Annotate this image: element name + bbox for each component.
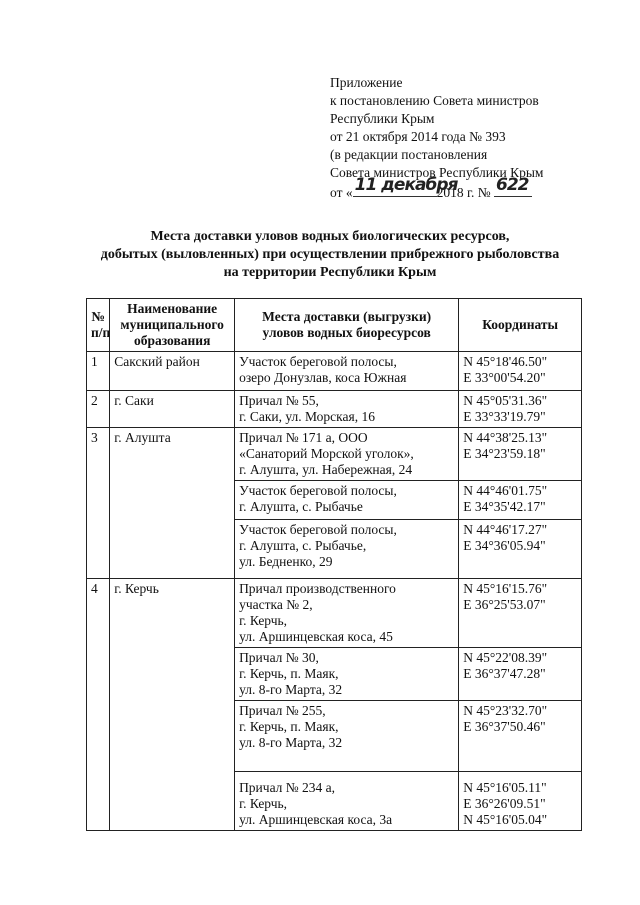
place-line: Участок береговой полосы, — [239, 522, 397, 537]
place-line: Участок береговой полосы, — [239, 354, 397, 369]
header-place — [235, 299, 459, 352]
header-text: муниципального — [120, 317, 224, 332]
place-line: г. Алушта, с. Рыбачье — [239, 499, 363, 514]
place-line: ул. 8-го Марта, 32 — [239, 735, 343, 750]
coord-line: E 36°25'53.07" — [463, 597, 546, 612]
coord-line: E 36°37'50.46" — [463, 719, 546, 734]
coord-line: N 45°05'31.36" — [463, 393, 548, 408]
cell-coords — [459, 579, 582, 648]
header-text: п/п — [91, 325, 111, 340]
place-line: «Санаторий Морской уголок», — [239, 446, 414, 461]
cell-place — [235, 648, 459, 701]
place-line: г. Керчь, — [239, 613, 288, 628]
place-line: г. Саки, ул. Морская, 16 — [239, 409, 375, 424]
place-line: Причал № 255, — [239, 703, 326, 718]
coord-line: E 36°26'09.51" — [463, 796, 546, 811]
appendix-line: к постановлению Совета министров — [330, 93, 539, 108]
table-header-row — [87, 299, 582, 352]
place-line: ул. Аршинцевская коса, 45 — [239, 629, 393, 644]
place-line: г. Керчь, п. Маяк, — [239, 719, 339, 734]
cell-municipality: г. Керчь — [110, 579, 235, 831]
coord-line: N 44°46'17.27" — [463, 522, 548, 537]
header-municipality — [110, 299, 235, 352]
cell-coords — [459, 772, 582, 831]
cell-municipality: Сакский район — [110, 352, 235, 391]
place-line: ул. 8-го Марта, 32 — [239, 682, 343, 697]
place-line: Причал № 234 а, — [239, 780, 336, 795]
coord-line: N 45°22'08.39" — [463, 650, 548, 665]
cell-coords — [459, 391, 582, 428]
cell-num: 4 — [87, 579, 110, 831]
appendix-line: Приложение — [330, 75, 403, 90]
place-line: Причал № 55, — [239, 393, 319, 408]
place-line: Причал производственного — [239, 581, 396, 596]
coord-line: E 34°35'42.17" — [463, 499, 546, 514]
handwritten-number-field — [494, 175, 532, 197]
place-line: Причал № 30, — [239, 650, 319, 665]
cell-coords — [459, 481, 582, 520]
cell-num: 2 — [87, 391, 110, 428]
cell-place — [235, 520, 459, 579]
header-text: Места доставки (выгрузки) — [262, 309, 432, 324]
coord-line: E 36°37'47.28" — [463, 666, 546, 681]
appendix-line: от 21 октября 2014 года № 393 — [330, 129, 506, 144]
coord-line: N 45°16'15.76" — [463, 581, 548, 596]
cell-place — [235, 579, 459, 648]
coord-line: E 34°23'59.18" — [463, 446, 546, 461]
cell-coords — [459, 520, 582, 579]
cell-place — [235, 772, 459, 831]
amendment-date-line — [330, 175, 543, 202]
coord-line: N 44°38'25.13" — [463, 430, 548, 445]
coord-line: N 45°16'05.11" — [463, 780, 547, 795]
handwritten-date: 11 декабря — [354, 175, 458, 195]
cell-coords — [459, 428, 582, 481]
header-coords — [459, 299, 582, 352]
appendix-line: (в редакции постановления — [330, 147, 488, 162]
place-line: ул. Бедненко, 29 — [239, 554, 333, 569]
coord-line: N 44°46'01.75" — [463, 483, 548, 498]
table-row — [87, 352, 582, 391]
cell-place — [235, 481, 459, 520]
cell-place — [235, 428, 459, 481]
appendix-line: Республики Крым — [330, 111, 435, 126]
header-text: уловов водных биоресурсов — [262, 325, 431, 340]
cell-place — [235, 352, 459, 391]
coord-line: N 45°23'32.70" — [463, 703, 548, 718]
delivery-places-table — [86, 298, 582, 831]
coord-line: E 33°00'54.20" — [463, 370, 546, 385]
cell-num: 3 — [87, 428, 110, 579]
appendix-line: Совета министров Республики Крым — [330, 165, 544, 180]
place-line: г. Алушта, ул. Набережная, 24 — [239, 462, 413, 477]
cell-municipality: г. Алушта — [110, 428, 235, 579]
cell-num: 1 — [87, 352, 110, 391]
table-row — [87, 579, 582, 648]
date-prefix: от « — [330, 185, 353, 200]
header-num — [87, 299, 110, 352]
date-year: 2018 г. № — [436, 185, 491, 200]
coord-line: E 33°33'19.79" — [463, 409, 546, 424]
title-line: на территории Республики Крым — [223, 265, 437, 280]
title-line: добытых (выловленных) при осуществлении прибрежного рыболовства — [100, 247, 560, 262]
cell-municipality: г. Саки — [110, 391, 235, 428]
cell-place — [235, 391, 459, 428]
place-line: Причал № 171 а, ООО — [239, 430, 368, 445]
header-text: № — [91, 309, 105, 324]
cell-place — [235, 701, 459, 772]
coord-line: E 34°36'05.94" — [463, 538, 546, 553]
appendix-block — [330, 74, 543, 202]
coord-line: N 45°16'05.04" — [463, 812, 548, 827]
place-line: г. Алушта, с. Рыбачье, — [239, 538, 367, 553]
place-line: г. Керчь, п. Маяк, — [239, 666, 339, 681]
cell-coords — [459, 648, 582, 701]
header-text: Наименование — [127, 301, 218, 316]
table-row — [87, 428, 582, 481]
coord-line: N 45°18'46.50" — [463, 354, 548, 369]
cell-coords — [459, 701, 582, 772]
place-line: участка № 2, — [239, 597, 313, 612]
handwritten-number: 622 — [496, 175, 529, 195]
table-row — [87, 391, 582, 428]
title-line: Места доставки уловов водных биологических ресурсов, — [150, 229, 510, 244]
header-text: образования — [133, 333, 211, 348]
document-title — [40, 228, 620, 282]
handwritten-date-field — [353, 175, 458, 197]
place-line: Участок береговой полосы, — [239, 483, 397, 498]
place-line: ул. Аршинцевская коса, 3а — [239, 812, 393, 827]
cell-coords — [459, 352, 582, 391]
place-line: г. Керчь, — [239, 796, 288, 811]
header-text: Координаты — [482, 317, 559, 332]
place-line: озеро Донузлав, коса Южная — [239, 370, 407, 385]
